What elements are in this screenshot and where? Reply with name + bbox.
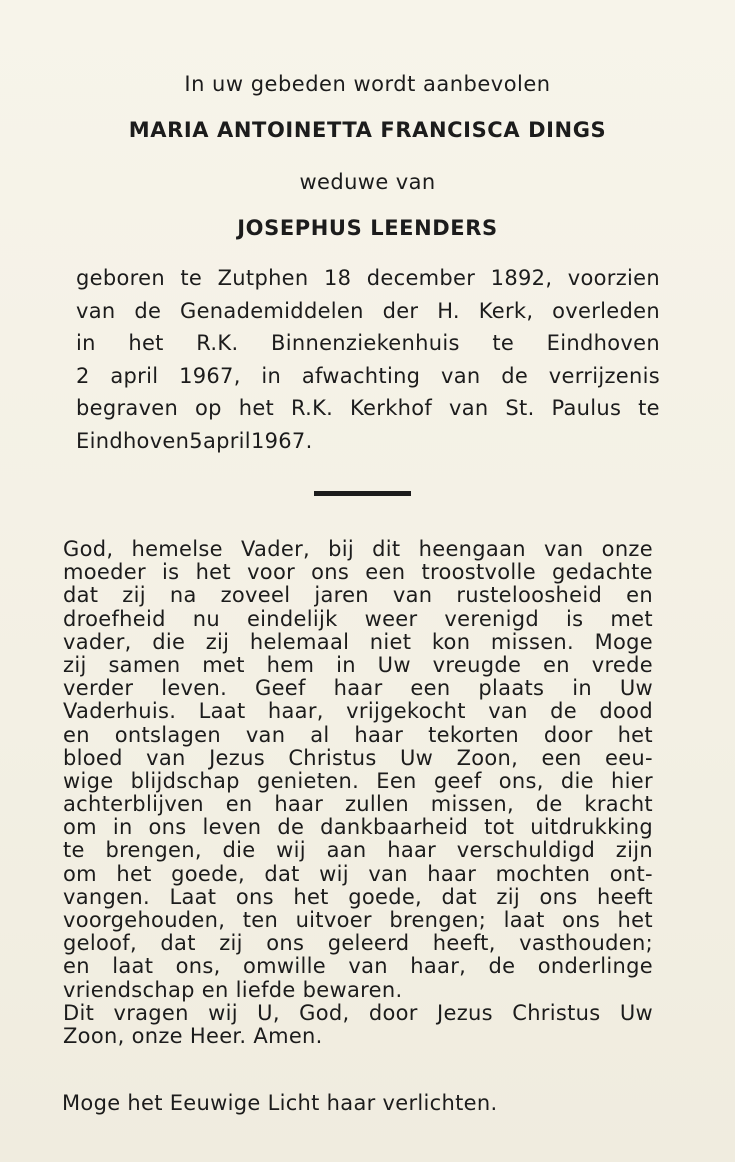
prayer-line: vangen. Laat ons het goede, dat zij ons heeft xyxy=(63,884,653,909)
prayer-line: moeder is het voor ons een troostvolle gedachte xyxy=(63,560,653,585)
prayer-line: Vaderhuis. Laat haar, vrijgekocht van de dood xyxy=(63,699,653,724)
deceased-name: MARIA ANTOINETTA FRANCISCA DINGS xyxy=(128,118,607,142)
prayer-line: vriendschap en liefde bewaren. xyxy=(63,977,403,1002)
prayer-line: Dit vragen wij U, God, door Jezus Christus Uw xyxy=(63,1000,653,1025)
section-divider xyxy=(314,491,411,496)
prayer-line: geloof, dat zij ons geleerd heeft, vasthouden; xyxy=(63,931,653,956)
biography-line: geboren te Zutphen 18 december 1892, voorzien xyxy=(76,266,660,290)
prayer-line: om het goede, dat wij van haar mochten ont- xyxy=(63,861,653,886)
spouse-name: JOSEPHUS LEENDERS xyxy=(237,216,498,240)
prayer-line: zij samen met hem in Uw vreugde en vrede xyxy=(63,652,653,677)
biography-line: in het R.K. Binnenziekenhuis te Eindhoven xyxy=(76,331,660,356)
prayer-line: droefheid nu eindelijk weer verenigd is met xyxy=(63,606,653,631)
biography-line: begraven op het R.K. Kerkhof van St. Paulus te xyxy=(76,396,660,421)
biography-line: van de Genademiddelen der H. Kerk, overleden xyxy=(76,298,660,323)
prayer-line: God, hemelse Vader, bij dit heengaan van onze xyxy=(63,537,653,561)
prayer-line: bloed van Jezus Christus Uw Zoon, een eeu- xyxy=(63,745,653,770)
prayer-line: te brengen, die wij aan haar verschuldigd zijn xyxy=(63,838,653,863)
prayer-line: dat zij na zoveel jaren van rusteloosheid en xyxy=(63,583,653,608)
prayer-line: wige blijdschap genieten. Een geef ons, die hier xyxy=(63,768,653,793)
prayer-paragraph xyxy=(63,538,653,1048)
widow-of-line: weduwe van xyxy=(299,170,436,194)
biography-line: 2 april 1967, in afwachting van de verrijzenis xyxy=(76,363,660,388)
prayer-line: en laat ons, omwille van haar, de onderlinge xyxy=(63,954,653,979)
prayer-line: vader, die zij helemaal niet kon missen. Moge xyxy=(63,629,653,654)
prayer-line: Zoon, onze Heer. Amen. xyxy=(63,1023,323,1048)
biography-line: Eindhoven 5 april 1967. xyxy=(76,428,313,453)
closing-line: Moge het Eeuwige Licht haar verlichten. xyxy=(62,1091,498,1115)
prayer-line: verder leven. Geef haar een plaats in Uw xyxy=(63,676,653,701)
prayer-line: achterblijven en haar zullen missen, de kracht xyxy=(63,792,653,817)
biography-paragraph xyxy=(76,262,660,458)
intro-line: In uw gebeden wordt aanbevolen xyxy=(184,72,551,96)
prayer-line: om in ons leven de dankbaarheid tot uitdrukking xyxy=(63,815,653,840)
prayer-line: voorgehouden, ten uitvoer brengen; laat ons het xyxy=(63,908,653,932)
prayer-line: en ontslagen van al haar tekorten door het xyxy=(63,722,653,747)
